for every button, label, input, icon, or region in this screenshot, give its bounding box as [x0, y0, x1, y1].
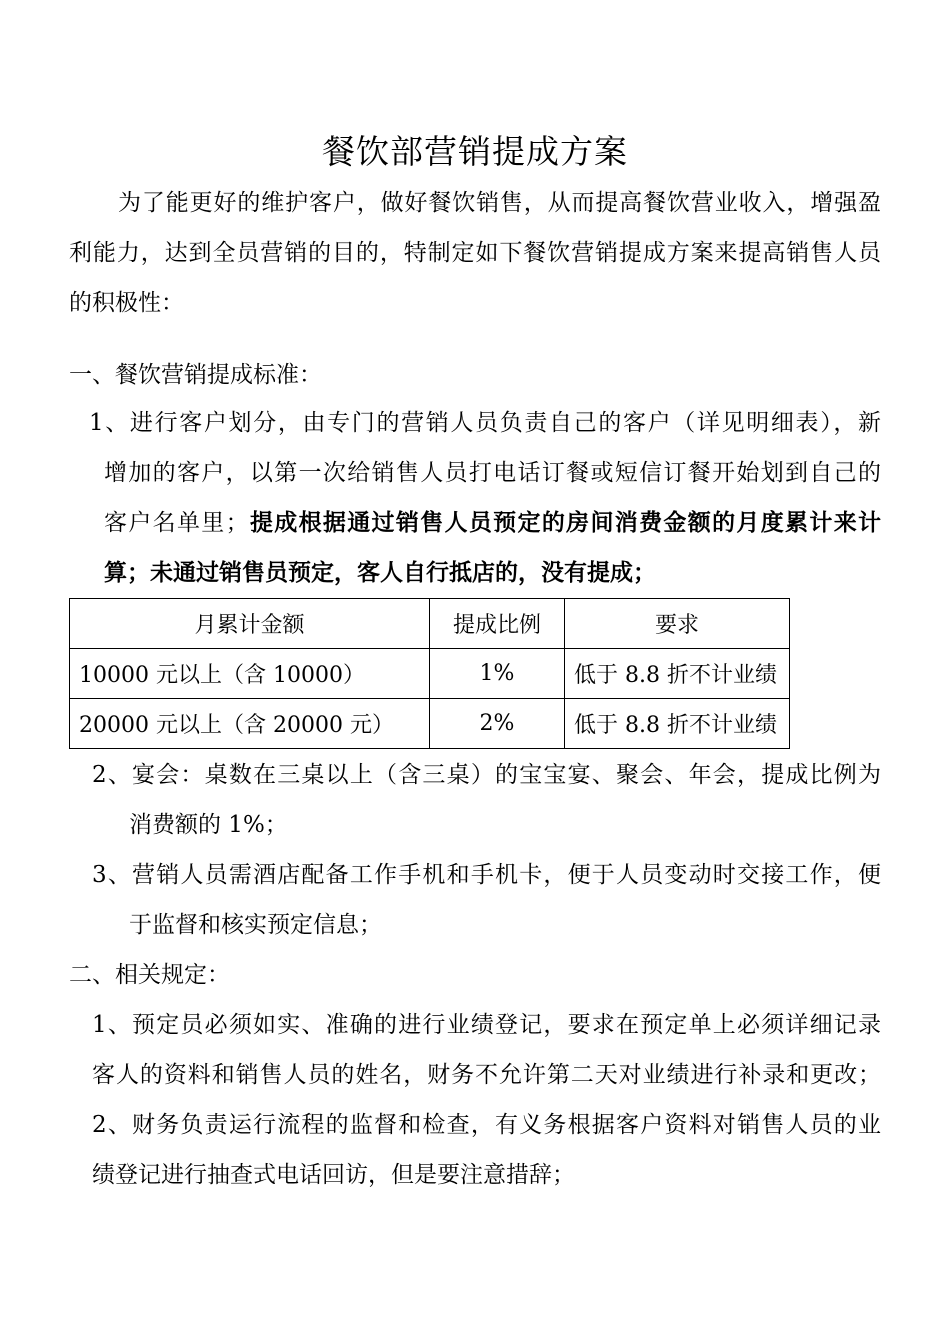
section1-item2-line-1: 2、宴会：桌数在三桌以上（含三桌）的宝宝宴、聚会、年会，提成比例为 — [92, 762, 881, 788]
cell-requirement: 低于 8.8 折不计业绩 — [565, 699, 790, 749]
section2-item1-line-1: 1、预定员必须如实、准确的进行业绩登记，要求在预定单上必须详细记录 — [92, 1012, 881, 1038]
section2-item2-line-2: 绩登记进行抽查式电话回访，但是要注意措辞； — [92, 1162, 575, 1188]
header-requirement: 要求 — [565, 599, 790, 649]
cell-rate: 2% — [430, 699, 565, 749]
commission-table — [69, 598, 790, 749]
intro-line-3: 的积极性： — [69, 290, 184, 316]
intro-line-1: 为了能更好的维护客户，做好餐饮销售，从而提高餐饮营业收入，增强盈 — [118, 190, 881, 216]
section1-item1-line-3 — [104, 498, 881, 548]
header-monthly-amount: 月累计金额 — [70, 599, 430, 649]
section2-heading: 二、相关规定： — [69, 962, 230, 988]
cell-rate: 1% — [430, 649, 565, 699]
section1-item1-line-2: 增加的客户，以第一次给销售人员打电话订餐或短信订餐开始划到自己的 — [104, 460, 881, 486]
section1-item1-line-4: 算；未通过销售员预定，客人自行抵店的，没有提成； — [104, 559, 656, 586]
section1-item1-line-1: 1、进行客户划分，由专门的营销人员负责自己的客户（详见明细表），新 — [89, 410, 881, 436]
intro-line-2: 利能力，达到全员营销的目的，特制定如下餐饮营销提成方案来提高销售人员 — [69, 240, 881, 266]
section1-item3-line-1: 3、营销人员需酒店配备工作手机和手机卡，便于人员变动时交接工作，便 — [92, 862, 881, 888]
section1-item2-line-2: 消费额的 1%； — [129, 812, 288, 838]
section1-item3-line-2: 于监督和核实预定信息； — [129, 912, 382, 938]
cell-amount: 20000 元以上（含 20000 元） — [70, 699, 430, 749]
section2-item2-line-1: 2、财务负责运行流程的监督和检查，有义务根据客户资料对销售人员的业 — [92, 1112, 881, 1138]
table-header-row — [70, 599, 790, 649]
cell-requirement: 低于 8.8 折不计业绩 — [565, 649, 790, 699]
section1-heading: 一、餐饮营销提成标准： — [69, 362, 322, 388]
header-commission-rate: 提成比例 — [430, 599, 565, 649]
section1-item1-line-3-bold: 提成根据通过销售人员预定的房间消费金额的月度累计来计 — [248, 509, 882, 536]
document-title: 餐饮部营销提成方案 — [322, 132, 628, 171]
section1-item1-line-3-normal: 客户名单里； — [104, 510, 249, 536]
cell-amount: 10000 元以上（含 10000） — [70, 649, 430, 699]
section2-item1-line-2: 客人的资料和销售人员的姓名，财务不允许第二天对业绩进行补录和更改； — [92, 1062, 881, 1088]
table-row — [70, 699, 790, 749]
table-row — [70, 649, 790, 699]
